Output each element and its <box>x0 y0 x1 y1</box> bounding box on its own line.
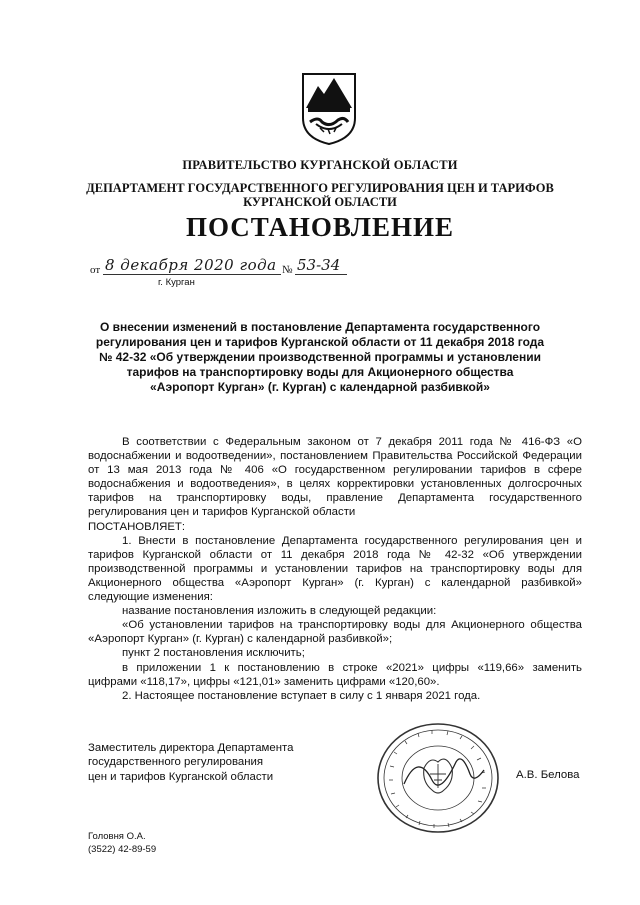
department-title-line: КУРГАНСКОЙ ОБЛАСТИ <box>243 195 397 209</box>
document-subject <box>88 320 552 395</box>
date-prefix: от <box>90 264 101 276</box>
document-type-heading: ПОСТАНОВЛЕНИЕ <box>185 212 455 242</box>
subject-line: тарифов на транспортировку воды для Акционерного общества <box>126 365 514 379</box>
change-c-paragraph: в приложении 1 к постановлению в строке «2021» цифры «119,66» заменить цифрами «118,17», цифры «121,01» заменить цифрами «120,60». <box>88 661 582 688</box>
subject-line: «Аэропорт Курган» (г. Курган) с календарной разбивкой» <box>150 380 490 394</box>
item-2-paragraph: 2. Настоящее постановление вступает в силу с 1 января 2021 года. <box>122 689 481 702</box>
signer-position-line: Заместитель директора Департамента <box>88 742 294 754</box>
subject-line: О внесении изменений в постановление Департамента государственного <box>99 320 541 334</box>
handwritten-number: 53-34 <box>297 256 341 274</box>
signer-name: А.В. Белова <box>516 769 580 781</box>
item-1-paragraph: 1. Внести в постановление Департамента государственного регулирования цен и тарифов Курганской области от 11 декабря 2018 года № 42-32 «Об утверждении производственной программы и установлении тарифов на транспортировку воды для Акционерного общества «Аэропорт Курган» (г. Курган) с календарной разбивкой» следующие изменения: <box>88 534 582 604</box>
change-a-text: «Об установлении тарифов на транспортировку воды для Акционерного общества «Аэропорт Курган» (г. Курган) с календарной разбивкой»; <box>88 619 582 646</box>
number-underline <box>295 274 347 275</box>
change-b-paragraph: пункт 2 постановления исключить; <box>122 647 305 660</box>
number-label: № <box>282 264 293 276</box>
signer-position-line: государственного регулирования <box>88 756 264 769</box>
department-title <box>0 181 640 209</box>
executor-phone: (3522) 42-89-59 <box>88 844 157 855</box>
signer-position <box>88 741 348 784</box>
handwritten-date: 8 декабря 2020 года <box>105 256 277 274</box>
signer-position-line: цен и тарифов Курганской области <box>88 770 274 783</box>
city-label: г. Курган <box>158 277 195 288</box>
decree-word: ПОСТАНОВЛЯЕТ: <box>88 520 186 533</box>
change-a-paragraph: название постановления изложить в следующей редакции: <box>122 605 437 618</box>
subject-line: регулирования цен и тарифов Курганской области от 11 декабря 2018 года <box>95 335 545 349</box>
government-title: ПРАВИТЕЛЬСТВО КУРГАНСКОЙ ОБЛАСТИ <box>182 158 458 172</box>
document-body <box>88 435 582 703</box>
subject-line: № 42-32 «Об утверждении производственной программы и установлении <box>99 350 541 364</box>
document-dateline <box>90 256 370 296</box>
department-title-line: ДЕПАРТАМЕНТ ГОСУДАРСТВЕННОГО РЕГУЛИРОВАНИЯ ЦЕН И ТАРИФОВ <box>86 181 554 195</box>
preamble-paragraph: В соответствии с Федеральным законом от 7 декабря 2011 года № 416-ФЗ «О водоснабжении и водоотведении», постановлением Правительства Российской Федерации от 13 мая 2013 года № 406 «О государственном регулировании тарифов в сфере водоснабжения и водоотведения», в целях корректировки установленных долгосрочных тарифов на транспортировку воды, правление Департамента государственного регулирования цен и тарифов Курганской области <box>88 436 582 519</box>
coat-of-arms-icon <box>300 72 358 146</box>
executor-name: Головня О.А. <box>88 831 146 842</box>
date-underline <box>103 274 281 275</box>
executor-contacts <box>88 830 156 856</box>
official-seal-icon <box>374 722 502 834</box>
